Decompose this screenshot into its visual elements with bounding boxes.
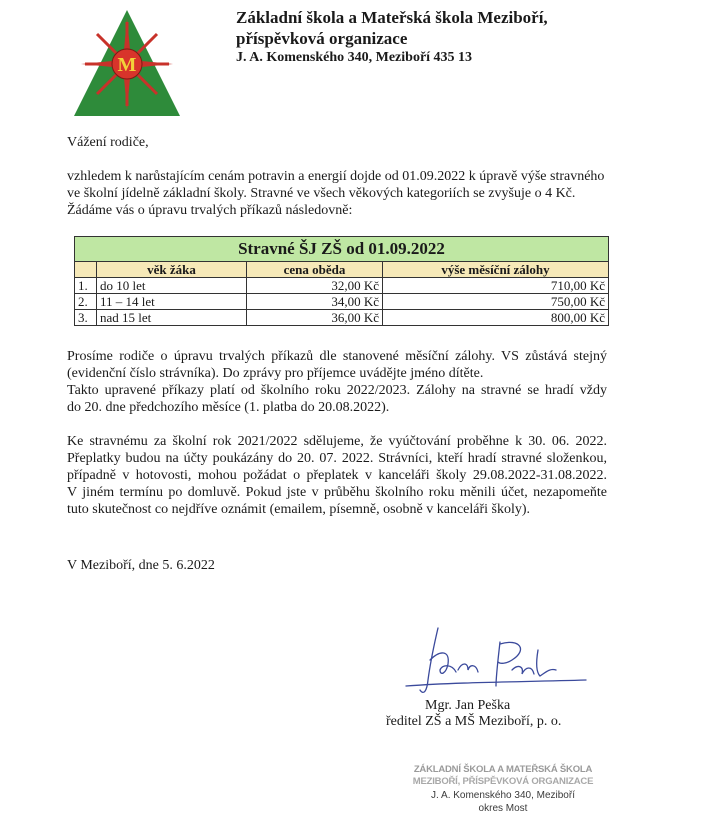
signature-image — [400, 620, 590, 700]
table-row — [75, 278, 609, 294]
row-number: 1. — [75, 278, 97, 294]
row-number: 3. — [75, 310, 97, 326]
table-header-blank — [75, 262, 97, 278]
paragraph2-line-1: Prosíme rodiče o úpravu trvalých příkazů dle stanovené měsíční zálohy. VS zůstává stejný — [67, 349, 607, 364]
signatory-title: ředitel ZŠ a MŠ Meziboří, p. o. — [386, 714, 562, 729]
logo-letter: M — [117, 54, 137, 76]
stamp-line-1: ZÁKLADNÍ ŠKOLA A MATEŘSKÁ ŠKOLA — [413, 764, 593, 775]
greeting: Vážení rodiče, — [67, 135, 149, 150]
row-price: 36,00 Kč — [247, 310, 383, 326]
school-logo — [72, 8, 182, 118]
row-price: 34,00 Kč — [247, 294, 383, 310]
table-title: Stravné ŠJ ZŠ od 01.09.2022 — [75, 237, 609, 262]
row-deposit: 800,00 Kč — [383, 310, 609, 326]
row-deposit: 750,00 Kč — [383, 294, 609, 310]
table-row — [75, 310, 609, 326]
signatory-name: Mgr. Jan Peška — [425, 698, 511, 713]
table-row — [75, 294, 609, 310]
paragraph3-line-3: případně v hotovosti, mohou požádat o přeplatek v kanceláři školy 29.08.2022-31.08.2022. — [67, 468, 607, 483]
date-place: V Meziboří, dne 5. 6.2022 — [67, 558, 215, 573]
row-number: 2. — [75, 294, 97, 310]
school-stamp — [408, 762, 598, 818]
intro-line-1: vzhledem k narůstajícím cenám potravin a energií dojde od 01.09.2022 k úpravě výše stravného — [67, 169, 605, 184]
paragraph3-line-4: V jiném termínu po domluvě. Pokud jste v průběhu školního roku měnili účet, nezapomeňte — [67, 485, 607, 500]
stamp-line-2: MEZIBOŘÍ, PŘÍSPĚVKOVÁ ORGANIZACE — [412, 776, 594, 787]
row-price: 32,00 Kč — [247, 278, 383, 294]
stamp-line-4: okres Most — [478, 803, 528, 814]
paragraph3-line-5: tuto skutečnost co nejdříve oznámit (emailem, písemně, osobně v kanceláři školy). — [67, 502, 531, 517]
paragraph2-line-2: (evidenční číslo strávníka). Do zprávy pro příjemce uvádějte jméno dítěte. — [67, 366, 484, 381]
intro-line-2: ve školní jídelně základní školy. Stravné ve všech věkových kategoriích se zvyšuje o 4 Kč. — [67, 186, 576, 201]
row-deposit: 710,00 Kč — [383, 278, 609, 294]
paragraph3-line-2: Přeplatky budou na účty poukázány do 20. 07. 2022. Strávníci, kteří hradí stravné složenkou, — [67, 451, 607, 466]
school-name: Základní škola a Mateřská škola Meziboří, — [236, 8, 548, 27]
school-legal-form: příspěvková organizace — [236, 29, 408, 48]
meal-price-table — [74, 236, 609, 326]
table-header-price: cena oběda — [247, 262, 383, 278]
row-age: do 10 let — [97, 278, 247, 294]
table-header-deposit: výše měsíční zálohy — [383, 262, 609, 278]
table-header-age: věk žáka — [97, 262, 247, 278]
intro-line-3: Žádáme vás o úpravu trvalých příkazů následovně: — [67, 203, 353, 218]
stamp-line-3: J. A. Komenského 340, Meziboří — [431, 790, 575, 801]
row-age: nad 15 let — [97, 310, 247, 326]
paragraph2-line-3: Takto upravené příkazy platí od školního roku 2022/2023. Zálohy na stravné se hradí vždy — [67, 383, 607, 398]
paragraph2-line-4: do 20. dne předchozího měsíce (1. platba do 20.08.2022). — [67, 400, 390, 415]
school-address: J. A. Komenského 340, Meziboří 435 13 — [236, 50, 473, 65]
row-age: 11 – 14 let — [97, 294, 247, 310]
paragraph3-line-1: Ke stravnému za školní rok 2021/2022 sdělujeme, že vyúčtování proběhne k 30. 06. 2022. — [67, 434, 607, 449]
